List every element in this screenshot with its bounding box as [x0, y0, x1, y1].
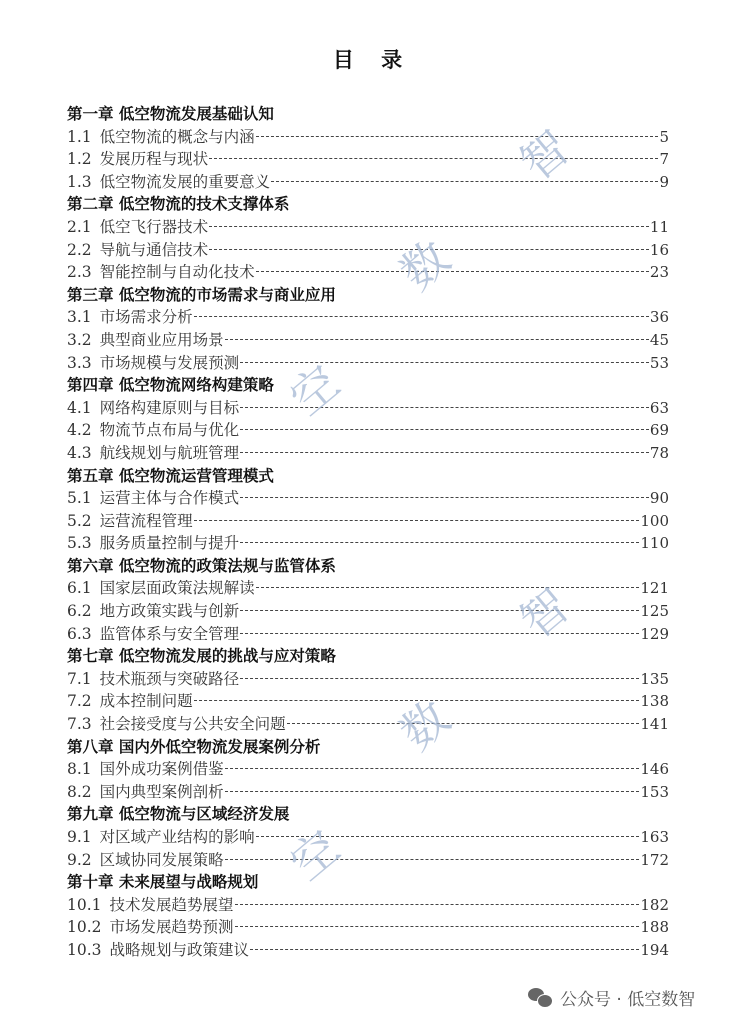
- page-number: 16: [649, 240, 669, 259]
- section-number: 4.2: [67, 421, 92, 440]
- page-number: 129: [640, 624, 669, 643]
- toc-entry[interactable]: [67, 623, 669, 646]
- toc-entry[interactable]: [67, 126, 669, 149]
- page-number: 78: [649, 443, 669, 462]
- dot-leader: [240, 407, 649, 408]
- dot-leader: [240, 362, 649, 363]
- section-title: 运营流程管理: [99, 511, 193, 530]
- page-number: 53: [649, 353, 669, 372]
- page-number: 182: [640, 895, 669, 914]
- section-number: 5.1: [67, 489, 92, 508]
- section-title: 服务质量控制与提升: [99, 534, 240, 553]
- section-title: 国家层面政策法规解读: [99, 579, 255, 598]
- watermark-glyph: 智: [509, 119, 580, 191]
- page-number: 135: [640, 669, 669, 688]
- section-number: 5.3: [67, 534, 92, 553]
- dot-leader: [194, 700, 640, 701]
- dot-leader: [194, 520, 640, 521]
- section-number: 10.2: [67, 918, 102, 937]
- section-title: 运营主体与合作模式: [99, 489, 240, 508]
- toc-entry[interactable]: [67, 600, 669, 623]
- section-number: 2.2: [67, 240, 92, 259]
- dot-leader: [240, 542, 639, 543]
- section-title: 低空飞行器技术: [99, 217, 209, 236]
- toc-entry[interactable]: [67, 306, 669, 329]
- wechat-icon: [528, 988, 552, 1008]
- toc-entry[interactable]: [67, 510, 669, 533]
- section-title: 发展历程与现状: [99, 150, 209, 169]
- toc-entry[interactable]: [67, 397, 669, 420]
- toc-entry[interactable]: [67, 442, 669, 465]
- page-number: 23: [649, 263, 669, 282]
- toc-entry[interactable]: [67, 352, 669, 375]
- section-title: 智能控制与自动化技术: [99, 263, 255, 282]
- page-number: 121: [640, 579, 669, 598]
- dot-leader: [225, 339, 649, 340]
- chapter-heading[interactable]: 第四章 低空物流网络构建策略: [67, 376, 274, 395]
- section-title: 典型商业应用场景: [99, 330, 224, 349]
- toc-entry[interactable]: [67, 894, 669, 917]
- section-number: 8.2: [67, 782, 92, 801]
- toc-entry[interactable]: [67, 532, 669, 555]
- toc-entry[interactable]: [67, 261, 669, 284]
- watermark-glyph: 数: [389, 229, 460, 301]
- dot-leader: [240, 429, 649, 430]
- toc-entry[interactable]: [67, 487, 669, 510]
- section-title: 导航与通信技术: [99, 240, 209, 259]
- section-title: 市场需求分析: [99, 308, 193, 327]
- section-number: 9.1: [67, 828, 92, 846]
- section-title: 社会接受度与公共安全问题: [99, 715, 286, 734]
- page-number: 194: [640, 940, 669, 959]
- toc-entry[interactable]: [67, 781, 669, 804]
- dot-leader: [240, 497, 649, 498]
- section-number: 6.1: [67, 579, 92, 598]
- page-number: 100: [640, 511, 669, 530]
- section-title: 市场发展趋势预测: [109, 918, 234, 937]
- page-number: 7: [659, 150, 669, 169]
- section-title: 区域协同发展策略: [99, 850, 224, 869]
- chapter-heading[interactable]: 第二章 低空物流的技术支撑体系: [67, 195, 290, 214]
- section-number: 2.1: [67, 217, 92, 236]
- section-number: 7.3: [67, 715, 92, 734]
- toc-entry[interactable]: [67, 668, 669, 691]
- account-attribution: [528, 985, 695, 1010]
- section-title: 市场规模与发展预测: [99, 353, 240, 372]
- dot-leader: [256, 587, 640, 588]
- dot-leader: [209, 158, 658, 159]
- section-number: 1.2: [67, 150, 92, 169]
- section-title: 国外成功案例借鉴: [99, 760, 224, 779]
- page-number: 138: [640, 692, 669, 711]
- toc-entry[interactable]: [67, 826, 669, 849]
- chapter-heading[interactable]: 第十章 未来展望与战略规划: [67, 873, 259, 892]
- section-title: 技术瓶颈与突破路径: [99, 669, 240, 688]
- toc-entry[interactable]: [67, 419, 669, 442]
- chapter-heading[interactable]: 第六章 低空物流的政策法规与监管体系: [67, 556, 336, 575]
- section-number: 4.1: [67, 398, 92, 417]
- dot-leader: [256, 836, 640, 837]
- chapter-heading[interactable]: 第七章 低空物流发展的挑战与应对策略: [67, 647, 336, 666]
- chapter-heading[interactable]: 第八章 国内外低空物流发展案例分析: [67, 737, 321, 756]
- dot-leader: [194, 316, 649, 317]
- chapter-heading[interactable]: 第九章 低空物流与区域经济发展: [67, 805, 290, 824]
- section-title: 对区域产业结构的影响: [99, 828, 255, 846]
- section-title: 地方政策实践与创新: [99, 602, 240, 621]
- section-number: 2.3: [67, 263, 92, 282]
- watermark-glyph: 智: [509, 577, 580, 649]
- page-number: 141: [640, 715, 669, 734]
- dot-leader: [235, 904, 640, 905]
- page-number: 5: [659, 127, 669, 146]
- dot-leader: [225, 768, 640, 769]
- dot-leader: [240, 610, 639, 611]
- section-number: 3.1: [67, 308, 92, 327]
- page-number: 63: [649, 398, 669, 417]
- dot-leader: [240, 633, 639, 634]
- page-number: 9: [659, 172, 669, 191]
- toc-entry[interactable]: [67, 713, 669, 736]
- section-number: 1.3: [67, 172, 92, 191]
- section-number: 6.2: [67, 602, 92, 621]
- page-number: 188: [640, 918, 669, 937]
- dot-leader: [235, 926, 640, 927]
- chapter-heading[interactable]: 第五章 低空物流运营管理模式: [67, 466, 274, 485]
- page-number: 153: [640, 782, 669, 801]
- toc-entry[interactable]: [67, 577, 669, 600]
- section-title: 国内典型案例剖析: [99, 782, 224, 801]
- watermark-glyph: 空: [279, 354, 350, 426]
- page-number: 45: [649, 330, 669, 349]
- chapter-heading[interactable]: 第三章 低空物流的市场需求与商业应用: [67, 285, 336, 304]
- toc-entry[interactable]: [67, 239, 669, 262]
- section-title: 监管体系与安全管理: [99, 624, 240, 643]
- section-title: 成本控制问题: [99, 692, 193, 711]
- page-number: 163: [640, 828, 669, 846]
- dot-leader: [209, 226, 649, 227]
- section-title: 物流节点布局与优化: [99, 421, 240, 440]
- toc-entry[interactable]: [67, 216, 669, 239]
- dot-leader: [240, 452, 649, 453]
- section-number: 8.1: [67, 760, 92, 779]
- section-number: 7.2: [67, 692, 92, 711]
- section-title: 战略规划与政策建议: [109, 940, 250, 959]
- section-title: 低空物流发展的重要意义: [99, 172, 271, 191]
- page-number: 110: [640, 534, 669, 553]
- page-number: 146: [640, 760, 669, 779]
- page-number: 69: [649, 421, 669, 440]
- toc-entry[interactable]: [67, 939, 669, 962]
- footer-text: 公众号 · 低空数智: [560, 990, 696, 1010]
- section-title: 技术发展趋势展望: [109, 895, 234, 914]
- section-number: 3.2: [67, 330, 92, 349]
- dot-leader: [287, 723, 640, 724]
- section-number: 6.3: [67, 624, 92, 643]
- section-number: 7.1: [67, 669, 92, 688]
- watermark-glyph: 空: [279, 819, 350, 891]
- toc-entry[interactable]: [67, 916, 669, 939]
- chapter-heading[interactable]: 第一章 低空物流发展基础认知: [67, 105, 274, 123]
- page-number: 125: [640, 602, 669, 621]
- section-number: 1.1: [67, 127, 92, 146]
- section-title: 低空物流的概念与内涵: [99, 127, 255, 146]
- dot-leader: [225, 791, 640, 792]
- toc-entry[interactable]: [67, 329, 669, 352]
- page-number: 172: [640, 850, 669, 869]
- toc-entry[interactable]: [67, 148, 669, 171]
- toc-entry[interactable]: [67, 758, 669, 781]
- section-number: 9.2: [67, 850, 92, 869]
- dot-leader: [240, 678, 639, 679]
- dot-leader: [250, 949, 639, 950]
- table-of-contents: [67, 103, 669, 962]
- dot-leader: [209, 249, 649, 250]
- dot-leader: [271, 181, 658, 182]
- watermark-glyph: 数: [389, 689, 460, 761]
- toc-entry[interactable]: [67, 690, 669, 713]
- section-number: 4.3: [67, 443, 92, 462]
- toc-entry[interactable]: [67, 171, 669, 194]
- dot-leader: [256, 136, 659, 137]
- dot-leader: [256, 271, 649, 272]
- section-title: 航线规划与航班管理: [99, 443, 240, 462]
- page-number: 90: [649, 489, 669, 508]
- page-title: 目 录: [332, 48, 413, 72]
- section-number: 10.3: [67, 940, 102, 959]
- section-number: 5.2: [67, 511, 92, 530]
- section-number: 3.3: [67, 353, 92, 372]
- toc-entry[interactable]: [67, 849, 669, 872]
- dot-leader: [225, 859, 640, 860]
- section-number: 10.1: [67, 895, 102, 914]
- page-number: 11: [649, 217, 669, 236]
- section-title: 网络构建原则与目标: [99, 398, 240, 417]
- page-number: 36: [649, 308, 669, 327]
